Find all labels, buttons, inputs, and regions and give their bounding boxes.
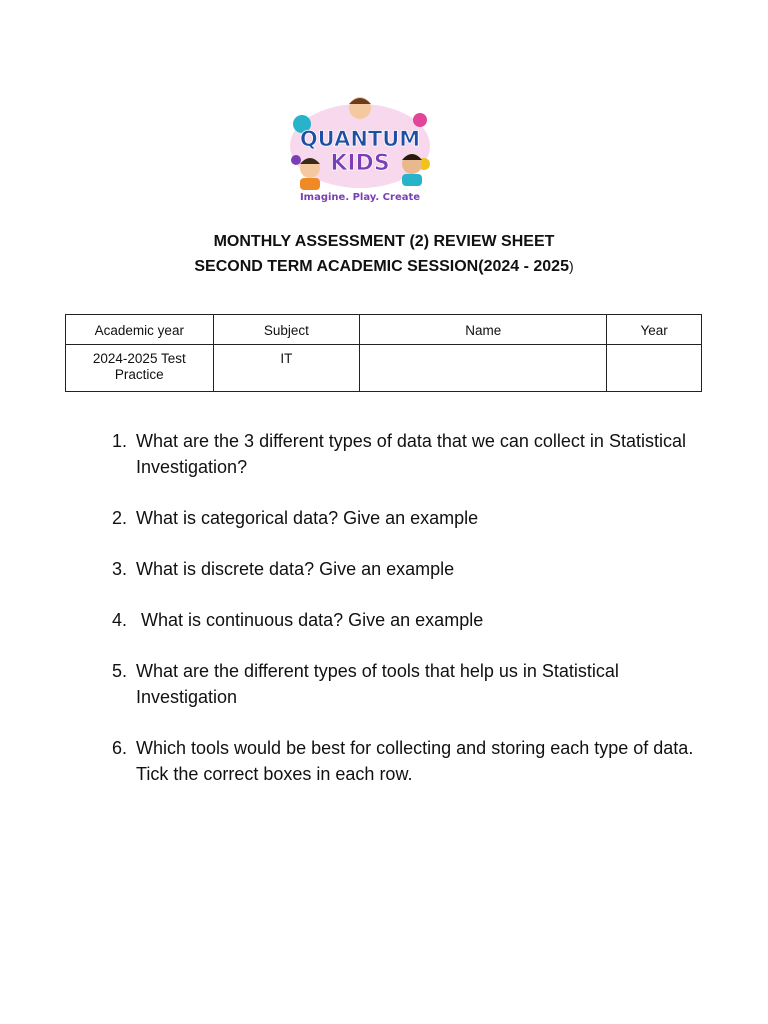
cell-academic-year: 2024-2025 Test Practice [66,345,214,392]
question-text: What is categorical data? Give an example [136,508,479,528]
header-year: Year [607,315,702,345]
question-number: 5. [112,661,128,681]
table-header-row [66,315,702,345]
logo-dot [291,155,301,165]
cell-year[interactable] [607,345,702,392]
header-subject: Subject [213,315,360,345]
logo-dot [413,113,427,127]
question-number: 6. [112,738,128,758]
list-item [112,658,712,710]
list-item [112,607,712,633]
title-line-2-text: SECOND TERM ACADEMIC SESSION(2024 - 2025 [194,258,569,275]
header-name: Name [360,315,607,345]
list-item [112,505,712,531]
question-text: What are the 3 different types of data that we can collect in Statistical Investigation? [136,431,686,477]
question-number: 4. [112,610,128,630]
logo-tagline: Imagine. Play. Create [299,192,421,203]
quantum-kids-logo [284,94,436,206]
table-row [66,345,702,392]
header-academic-year: Academic year [66,315,214,345]
title-line-1: MONTHLY ASSESSMENT (2) REVIEW SHEET [213,233,555,250]
question-text: Which tools would be best for collecting and storing each type of data. Tick the correct boxes in each row. [136,738,694,784]
question-text: What is discrete data? Give an example [136,559,455,579]
cell-name[interactable] [360,345,607,392]
question-number: 1. [112,431,128,451]
question-number: 2. [112,508,128,528]
question-number: 3. [112,559,128,579]
cell-subject: IT [213,345,360,392]
child-hair-icon [349,98,371,104]
question-text: What are the different types of tools that help us in Statistical Investigation [136,661,619,707]
student-info-table [65,314,702,392]
list-item [112,556,712,582]
title-line-2-close: ) [568,258,574,274]
list-item [112,735,712,787]
list-item [112,428,712,480]
logo-brand-line2: KIDS [330,151,390,176]
question-list [112,428,712,812]
document-title [0,230,768,279]
question-text: What is continuous data? Give an example [136,610,484,630]
title-line-2 [0,254,768,279]
logo-graphic [284,94,436,206]
logo-brand-line1: QUANTUM [299,127,421,151]
